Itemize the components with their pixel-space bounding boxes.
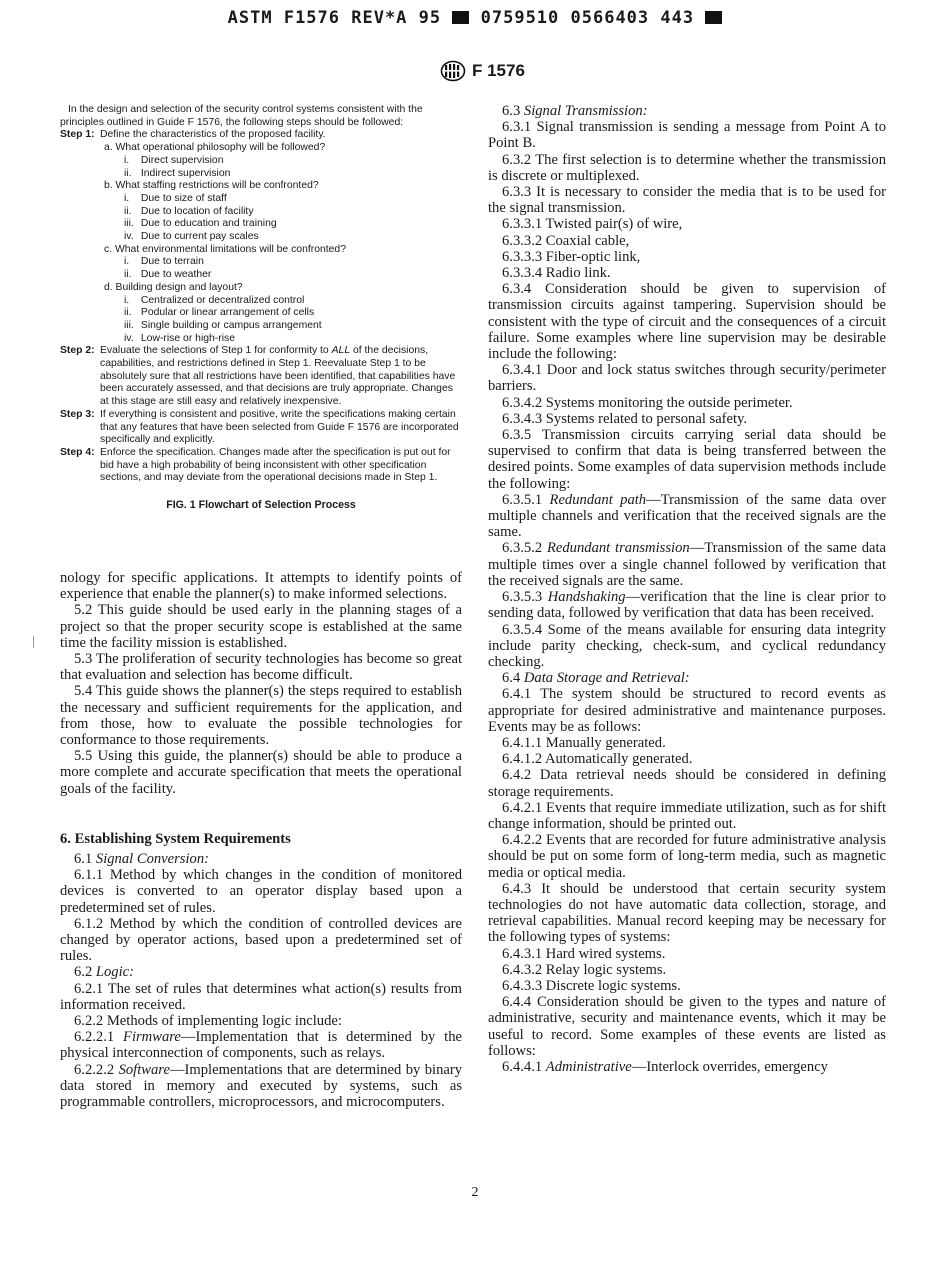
paragraph: 6.3.3.1 Twisted pair(s) of wire, xyxy=(502,216,683,233)
paragraph: 6.4.3.1 Hard wired systems. xyxy=(502,945,666,962)
header-block-mark xyxy=(452,11,469,24)
step-3-label: Step 3: xyxy=(60,408,95,420)
paragraph: 6.4.4 Consideration should be given to the types and nature of administrative, security and maintenance events, which it may be useful to record. Some examples of these events are listed as follows: xyxy=(488,994,886,1059)
paragraph: 6.4.2 Data retrieval needs should be considered in defining storage requirements. xyxy=(488,767,886,800)
step-2-label: Step 2: xyxy=(60,345,95,357)
paragraph: 6.3.4.1 Door and lock status switches through security/perimeter barriers. xyxy=(488,362,886,395)
step-3-text: If everything is consistent and positive, write the specifications making certain that any features that have been selected from Guide F 1576 are incorporated specifically and explicitly. xyxy=(100,408,459,446)
paragraph: 6.4.2.2 Events that are recorded for future administrative analysis should be put on some form of long-term media, such as magnetic media or optical media. xyxy=(488,832,886,881)
page-number: 2 xyxy=(471,1185,479,1200)
paragraph: 6.4.3.2 Relay logic systems. xyxy=(502,961,667,978)
header-prefix: ASTM F1576 REV*A 95 xyxy=(227,8,442,28)
step-2 xyxy=(60,345,462,409)
paragraph: 6.3.5.4 Some of the means available for ensuring data integrity include parity checking, check-sum, and cyclical redundancy checking. xyxy=(488,621,886,670)
list-item: i. Due to size of staff xyxy=(124,192,227,204)
step-4 xyxy=(60,447,462,485)
step-4-text: Enforce the specification. Changes made after the specification is put out for bid have a high probability of being inconsistent with other specification sections, and may deviate from the operational decisions made in Step 1. xyxy=(100,446,451,484)
paragraph: 6.2.2.1 Firmware—Implementation that is determined by the physical interconnection of components, such as relays. xyxy=(60,1029,463,1062)
paragraph: 6.3.3.2 Coaxial cable, xyxy=(502,232,630,249)
subsection-heading: 6.1 Signal Conversion: xyxy=(74,851,209,868)
paragraph: 6.3.3.3 Fiber-optic link, xyxy=(502,248,641,265)
paragraph: 6.1.2 Method by which the condition of controlled devices are changed by operator actions, based upon a predetermined set of rules. xyxy=(60,915,462,965)
margin-mark xyxy=(33,636,34,648)
step-2-text: Evaluate the selections of Step 1 for conformity to ALL of the decisions, capabilities, and restrictions defined in Step 1. Reevaluate Step 1 to be absolutely sure that all restrictions have been identified, that capabilities have been accurately assessed, and that decisions are truly appropriate. Changes at this stage are still easy and relatively inexpensive. xyxy=(100,345,456,408)
paragraph: 6.3.4.2 Systems monitoring the outside perimeter. xyxy=(502,394,793,411)
list-item: ii. Podular or linear arrangement of cells xyxy=(124,307,315,319)
paragraph: 6.3.5.1 Redundant path—Transmission of the same data over multiple channels and verification that the received signals are the same. xyxy=(488,491,886,541)
paragraph: 5.5 Using this guide, the planner(s) should be able to produce a more complete and accurate specification that meets the operational goals of the facility. xyxy=(60,748,462,797)
paragraph: 5.4 This guide shows the planner(s) the steps required to establish the necessary and sufficient requirements for the application, and from those, how to evaluate the possible technologies for conformance to those requirements. xyxy=(60,683,462,749)
paragraph: 6.3.4.3 Systems related to personal safety. xyxy=(502,410,748,427)
subsection-heading: 6.4 Data Storage and Retrieval: xyxy=(502,670,690,687)
paragraph: nology for specific applications. It attempts to identify points of experience that enable the planner(s) to make informed selections. xyxy=(60,570,462,603)
list-item: iv. Low-rise or high-rise xyxy=(124,332,236,344)
subsection-heading: 6.2 Logic: xyxy=(74,964,134,981)
paragraph: 6.2.1 The set of rules that determines what action(s) results from information received. xyxy=(60,980,462,1013)
paragraph: 6.4.2.1 Events that require immediate utilization, such as for shift change information, should be printed out. xyxy=(488,799,886,832)
flowchart-intro: In the design and selection of the security control systems consistent with the principles outlined in Guide F 1576, the following steps should be followed: xyxy=(60,104,423,128)
list-item: i. Centralized or decentralized control xyxy=(124,294,305,306)
astm-logo-icon xyxy=(440,60,466,82)
paragraph: 6.4.1.1 Manually generated. xyxy=(502,734,666,751)
step-4-label: Step 4: xyxy=(60,446,95,458)
list-item: ii. Indirect supervision xyxy=(124,167,231,179)
step-3 xyxy=(60,409,462,447)
list-item: i. Due to terrain xyxy=(124,256,204,268)
paragraph: 6.2.2.2 Software—Implementations that are determined by binary data stored in memory and executed by systems, such as programmable controllers, microprocessors, and microcomputers. xyxy=(60,1061,463,1111)
paragraph: 6.3.3.4 Radio link. xyxy=(502,265,611,282)
step-1-question-b: b. What staffing restrictions will be confronted? xyxy=(104,180,319,192)
step-1-question-d: d. Building design and layout? xyxy=(104,281,243,293)
step-1-question-c: c. What environmental limitations will be confronted? xyxy=(104,243,346,255)
paragraph: 6.4.3 It should be understood that certain security system technologies do not have automatic data collection, storage, and retrieval capabilities. Manual record keeping may be necessary for the following types of systems: xyxy=(488,880,886,946)
paragraph: 5.2 This guide should be used early in the planning stages of a project so that the proper security scope is established at the same time the facility mission is established. xyxy=(60,602,462,651)
paragraph: 6.3.3 It is necessary to consider the media that is to be used for the signal transmission. xyxy=(488,184,886,217)
list-item: i. Direct supervision xyxy=(124,154,224,166)
paragraph: 6.3.5.3 Handshaking—verification that the line is clear prior to sending data, followed by verification that data has been received. xyxy=(488,589,886,622)
step-1-label: Step 1: xyxy=(60,129,95,141)
step-1 xyxy=(60,129,462,142)
paragraph: 6.2.2 Methods of implementing logic include: xyxy=(74,1013,342,1030)
paragraph: 6.4.4.1 Administrative—Interlock overrides, emergency xyxy=(502,1058,828,1075)
paragraph: 6.3.4 Consideration should be given to supervision of transmission circuits against tampering. Supervision should be consistent with the type of circuit and the consequences of a circuit failure. Some examples where line supervision may be desirable include the following: xyxy=(488,281,886,363)
document-header xyxy=(0,8,950,28)
paragraph: 6.3.5.2 Redundant transmission—Transmission of the same data multiple times over a single channel followed by verification that the received signals are the same. xyxy=(488,540,887,589)
list-item: iii. Single building or campus arrangement xyxy=(124,319,322,331)
paragraph: 6.4.1 The system should be structured to record events as appropriate for desired administrative and maintenance purposes. Events may be as follows: xyxy=(488,686,886,735)
right-column xyxy=(488,103,886,1075)
flowchart-figure xyxy=(60,104,462,512)
figure-caption: FIG. 1 Flowchart of Selection Process xyxy=(166,499,356,512)
paragraph: 5.3 The proliferation of security technologies has become so great that evaluation and selection has become difficult. xyxy=(60,651,462,684)
paragraph: 6.1.1 Method by which changes in the condition of monitored devices is converted to an operator display based upon a predetermined set of rules. xyxy=(60,867,462,916)
paragraph: 6.3.2 The first selection is to determine whether the transmission is discrete or multiplexed. xyxy=(488,151,886,184)
left-column xyxy=(60,570,462,1110)
paragraph: 6.4.1.2 Automatically generated. xyxy=(502,751,693,768)
header-block-mark-end xyxy=(705,11,722,24)
section-heading: 6. Establishing System Requirements xyxy=(60,830,291,847)
list-item: iii. Due to education and training xyxy=(124,218,277,230)
step-1-text: Define the characteristics of the proposed facility. xyxy=(100,129,326,141)
subsection-heading: 6.3 Signal Transmission: xyxy=(502,103,648,119)
list-item: ii. Due to location of facility xyxy=(124,205,254,217)
designation xyxy=(440,60,525,82)
paragraph: 6.3.1 Signal transmission is sending a message from Point A to Point B. xyxy=(488,119,886,152)
designation-number: F 1576 xyxy=(472,61,525,80)
list-item: ii. Due to weather xyxy=(124,269,212,281)
paragraph: 6.3.5 Transmission circuits carrying serial data should be supervised to confirm that data is being transferred between the desired points. Some examples of data supervision methods include the following: xyxy=(488,427,886,492)
header-code: 0759510 0566403 443 xyxy=(480,8,695,28)
list-item: iv. Due to current pay scales xyxy=(124,231,259,243)
paragraph: 6.4.3.3 Discrete logic systems. xyxy=(502,977,681,994)
step-1-question-a: a. What operational philosophy will be followed? xyxy=(104,142,326,154)
